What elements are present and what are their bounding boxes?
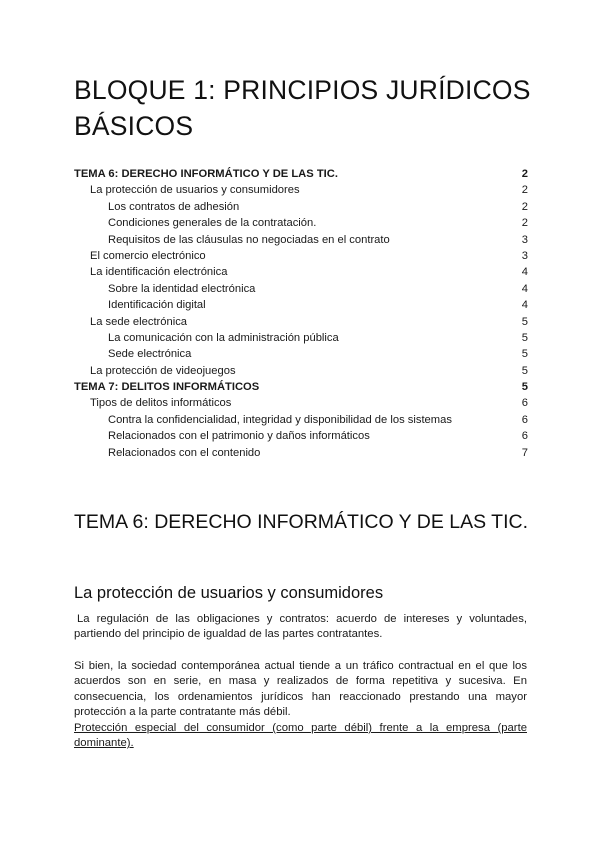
toc-entry-page: 4 bbox=[521, 266, 528, 279]
toc-entry[interactable] bbox=[74, 297, 528, 313]
toc-entry-label: La sede electrónica bbox=[90, 315, 188, 328]
toc-entry-label: Condiciones generales de la contratación. bbox=[108, 217, 317, 230]
toc-entry[interactable] bbox=[74, 346, 528, 362]
toc-entry-label: Relacionados con el contenido bbox=[108, 446, 261, 459]
toc-entry-page: 5 bbox=[521, 315, 528, 328]
toc-entry-label: Requisitos de las cláusulas no negociadas en el contrato bbox=[108, 233, 390, 246]
toc-entry-page: 4 bbox=[521, 299, 528, 312]
toc-entry[interactable] bbox=[74, 264, 528, 280]
toc-entry[interactable] bbox=[74, 215, 528, 231]
section-heading: La protección de usuarios y consumidores bbox=[74, 584, 384, 602]
toc-entry-label: La comunicación con la administración pública bbox=[108, 331, 339, 344]
toc-entry[interactable] bbox=[74, 314, 528, 330]
toc-entry-label: Identificación digital bbox=[108, 299, 206, 312]
block-title: BLOQUE 1: PRINCIPIOS JURÍDICOS BÁSICOS bbox=[74, 75, 531, 141]
toc-entry-page: 3 bbox=[521, 249, 528, 262]
toc-entry-label: La protección de usuarios y consumidores bbox=[90, 184, 300, 197]
toc-entry-label: La identificación electrónica bbox=[90, 266, 228, 279]
toc-entry-page: 3 bbox=[521, 233, 528, 246]
toc-entry-page: 5 bbox=[521, 381, 528, 394]
toc-entry-label: Relacionados con el patrimonio y daños informáticos bbox=[108, 430, 370, 443]
toc-entry[interactable] bbox=[74, 248, 528, 264]
toc-entry-page: 7 bbox=[521, 446, 528, 459]
toc-entry-label: Sede electrónica bbox=[108, 348, 192, 361]
toc-entry-label: Los contratos de adhesión bbox=[108, 200, 240, 213]
toc-entry-label: La protección de videojuegos bbox=[90, 364, 236, 377]
toc-entry[interactable] bbox=[74, 445, 528, 461]
toc-entry[interactable] bbox=[74, 182, 528, 198]
toc-entry-label: Contra la confidencialidad, integridad y disponibilidad de los sistemas bbox=[108, 413, 452, 426]
toc-entry[interactable] bbox=[74, 281, 528, 297]
toc-entry[interactable] bbox=[74, 428, 528, 444]
toc-entry[interactable] bbox=[74, 395, 528, 411]
toc-entry[interactable] bbox=[74, 166, 528, 182]
toc-entry[interactable] bbox=[74, 412, 528, 428]
toc-entry-page: 2 bbox=[521, 168, 528, 180]
toc-entry-page: 6 bbox=[521, 413, 528, 426]
toc-entry[interactable] bbox=[74, 330, 528, 346]
toc-entry[interactable] bbox=[74, 199, 528, 215]
toc-entry-page: 5 bbox=[521, 364, 528, 377]
toc-entry-page: 4 bbox=[521, 282, 528, 295]
underlined-paragraph: Protección especial del consumidor (como parte débil) frente a la empresa (parte dominante). bbox=[74, 722, 527, 750]
body-paragraph: La regulación de las obligaciones y contratos: acuerdo de intereses y voluntades, partiendo del principio de igualdad de las partes contratantes. bbox=[74, 613, 527, 641]
toc-entry-label: Tipos de delitos informáticos bbox=[90, 397, 232, 410]
toc-entry[interactable] bbox=[74, 232, 528, 248]
toc-entry[interactable] bbox=[74, 363, 528, 379]
toc-entry[interactable] bbox=[74, 379, 528, 395]
toc-entry-page: 2 bbox=[521, 184, 528, 197]
toc-entry-page: 6 bbox=[521, 430, 528, 443]
toc-entry-label: El comercio electrónico bbox=[90, 249, 206, 262]
tema-heading: TEMA 6: DERECHO INFORMÁTICO Y DE LAS TIC. bbox=[74, 511, 529, 533]
toc-entry-page: 6 bbox=[521, 397, 528, 410]
toc-entry-label: Sobre la identidad electrónica bbox=[108, 282, 256, 295]
toc-entry-page: 5 bbox=[521, 348, 528, 361]
toc-entry-page: 5 bbox=[521, 331, 528, 344]
toc-entry-label: TEMA 6: DERECHO INFORMÁTICO Y DE LAS TIC. bbox=[74, 168, 338, 180]
toc-entry-label: TEMA 7: DELITOS INFORMÁTICOS bbox=[74, 381, 260, 394]
body-paragraph: Si bien, la sociedad contemporánea actual tiende a un tráfico contractual en el que los acuerdos son en serie, en masa y realizados de forma repetitiva y sucesiva. En consecuencia, los ordenamientos jurídicos han reaccionado prestando una mayor protección a la parte contratante más débil. bbox=[74, 660, 527, 719]
toc-entry-page: 2 bbox=[521, 217, 528, 230]
toc-entry-page: 2 bbox=[521, 200, 528, 213]
table-of-contents bbox=[74, 166, 528, 461]
